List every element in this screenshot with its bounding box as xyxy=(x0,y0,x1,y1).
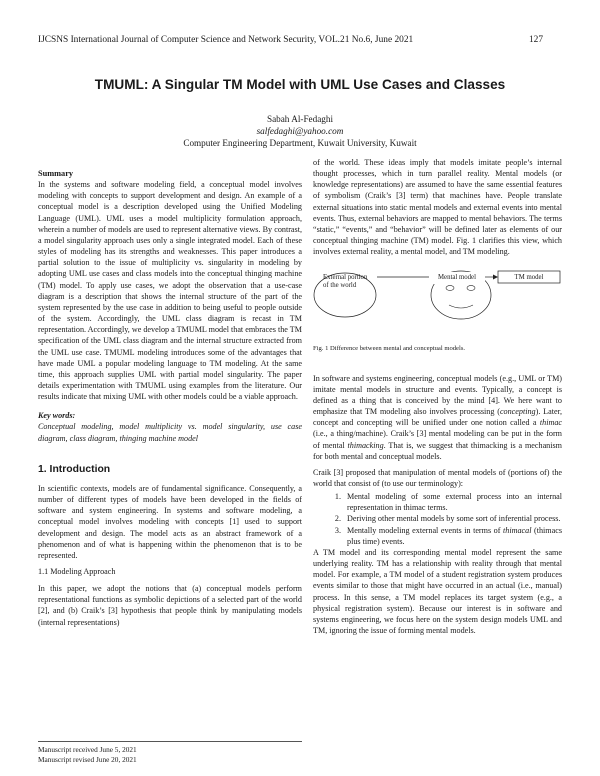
figure-1-caption: Fig. 1 Difference between mental and conceptual models. xyxy=(313,345,466,353)
author-block xyxy=(0,113,600,149)
term-concepting: concepting xyxy=(499,407,536,417)
keywords-text: Conceptual modeling, model multiplicity vs. model singularity, use case diagram, class diagram, thinging machine model xyxy=(38,422,302,443)
subsection-heading: 1.1 Modeling Approach xyxy=(38,567,116,576)
author-affiliation: Computer Engineering Department, Kuwait University, Kuwait xyxy=(183,138,417,148)
list-item: 1. Mental modeling of some external process into an internal representation in thimac terms. xyxy=(343,491,562,513)
right-paragraph-4: A TM model and its corresponding mental model represent the same underlying reality. TM has a relationship with reality through that mental model. For example, a TM model of a student registration system produces events similar to those that might have occurred in an actual (i.e., manual) process. In this sense, a TM model replaces its target system (e.g., a physical registration system). Because our interest is in software and systems engineering, we focus here on the system design models UML and TM, ignoring the issue of forming mental models. xyxy=(313,547,562,635)
left-column xyxy=(38,168,302,628)
right-paragraph-1: of the world. These ideas imply that models imitate people’s internal thought processes, which in turn parallel reality. Mental models (or knowledge representations) are assumed to have the same essential features of symbolism (Craik’s [3] term) that machines have. People translate external situations into static mental models and external events into mental events. Thus, external behaviors are mapped to mental behaviors. The terms “static,” “events,” and “behavior” will be defined later as elements of our conceptual thinging machine (TM) model. Fig. 1 clarifies this view, which involves external reality, a mental model, and TM modeling. xyxy=(313,158,562,257)
term-thimac: thimac xyxy=(539,418,562,428)
list3-part-b: (thimacs plus time) events. xyxy=(347,525,562,546)
author-email[interactable]: salfedaghi@yahoo.com xyxy=(256,126,344,136)
mental-model-label: Mental model xyxy=(429,272,485,283)
figure-1 xyxy=(313,261,562,341)
summary-heading: Summary xyxy=(38,169,74,178)
keywords-heading: Key words: xyxy=(38,411,76,421)
external-world-label: External portion of the world xyxy=(323,274,368,290)
intro-heading: 1. Introduction xyxy=(38,463,111,475)
left-eye-icon xyxy=(446,286,454,291)
page-number: 127 xyxy=(528,35,543,45)
right-column xyxy=(313,157,562,636)
list-item: 2. Deriving other mental models by some sort of inferential process. xyxy=(343,513,562,524)
manuscript-received: Manuscript received June 5, 2021 xyxy=(38,745,137,754)
p2-part-c: (i.e., a thing/machine). Craik’s [3] mental modeling can be put in the form of mental xyxy=(313,429,562,450)
list-item xyxy=(343,525,562,547)
mouth-icon xyxy=(449,305,473,308)
footnote xyxy=(38,741,302,764)
p2-part-a: In software and systems engineering, conceptual models (e.g., UML or TM) imitate mental models in structure and events. Typically, a concept is defined as a thing that is conceived by the mind [4]. We here want to emphasize that TM modeling also involves processing ( xyxy=(313,373,562,417)
right-paragraph-3: Craik [3] proposed that manipulation of mental models of (portions of) the world that consist of (to use our terminology): xyxy=(313,467,562,488)
paper-title: TMUML: A Singular TM Model with UML Use Cases and Classes xyxy=(94,77,506,92)
manuscript-revised: Manuscript revised June 20, 2021 xyxy=(38,754,137,764)
right-paragraph-2 xyxy=(313,373,562,462)
craik-list xyxy=(313,491,562,547)
intro-paragraph-1: In scientific contexts, models are of fundamental significance. Consequently, a number of different types of models have been developed in the fields of software and system engineering. In systems and software modeling, a conceptual model involves modeling with concepts [1] used to support development and design. The model acts as an abstract framework of a phenomenon and of what is happening within the phenomenon that is to be represented. xyxy=(38,483,302,560)
running-header xyxy=(38,35,543,45)
journal-header: IJCSNS International Journal of Computer Science and Network Security, VOL.21 No.6, June 2021 xyxy=(38,35,414,45)
p2-part-d: . That is, we suggest that thimacking is a mechanism for both mental and conceptual models. xyxy=(313,440,562,461)
term-thimacal: thimacal xyxy=(503,525,532,535)
author-name: Sabah Al-Fedaghi xyxy=(266,114,334,124)
p2-part-b: ). Later, concept and concepting will be unified under one notion called a xyxy=(313,407,562,428)
list3-part-a: Mentally modeling external events in terms of xyxy=(347,525,504,535)
term-thimacking: thimacking xyxy=(347,440,384,450)
intro-paragraph-2: In this paper, we adopt the notions that (a) conceptual models perform representational functions as symbolic depictions of a selected part of the world [2], and (b) Craik’s [3] hypothesis that people think by manipulating models (internal representations) xyxy=(38,584,302,627)
right-eye-icon xyxy=(467,286,475,291)
summary-text: In the systems and software modeling field, a conceptual model involves modeling with concepts to support development and design. An example of a conceptual model is a description developed using the Unified Modeling Language (UML). UML uses a model multiplicity formulation approach, wherein a number of models are used to represent alternative views. By contrast, a model singularity approach uses only a single integrated model. Each of these styles of modeling has its strengths and weaknesses. This paper introduces a partial solution to the issue of multiplicity vs. singularity in modeling by adopting UML use cases and class models into the conceptual thinging machine (TM) model. To apply use cases, we adopt the observation that a use-case diagram is a description that shows the internal structure of the part of the system represented by the use case in addition to being useful to people outside of the system. Accordingly, the UML class diagram is recast in TM representation. Accordingly, we develop a TMUML model that embraces the TM specification of the UML class diagram and the internal structure extracted from the UML use case. TMUML modeling introduces some of the advantages that have made UML a popular modeling language to TM modeling. At the same time, this approach supplies UML with partial model singularity. The paper details experimentation with TMUML using examples from the literature. Our results indicate that mixing UML with other models could be a viable approach. xyxy=(38,180,302,402)
tm-model-label: TM model xyxy=(514,274,544,282)
